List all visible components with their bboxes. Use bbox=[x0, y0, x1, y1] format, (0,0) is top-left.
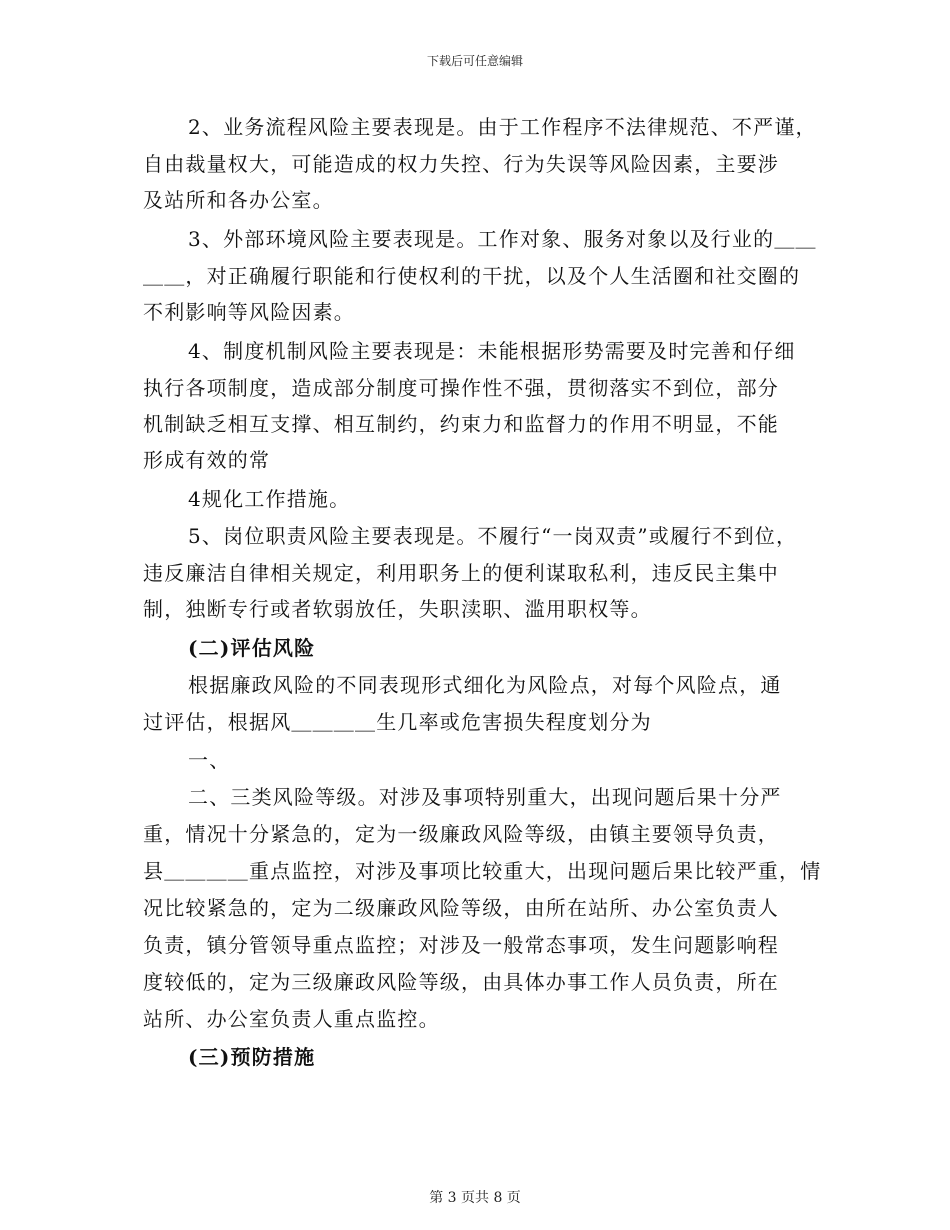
paragraph-line: 4、制度机制风险主要表现是：未能根据形势需要及时完善和仔细 bbox=[188, 339, 796, 363]
paragraph-line: 度较低的，定为三级廉政风险等级，由具体办事工作人员负责，所在 bbox=[143, 970, 779, 994]
paragraph-line: 2、业务流程风险主要表现是。由于工作程序不法律规范、不严谨， bbox=[188, 115, 817, 139]
paragraph-line: 站所、办公室负责人重点监控。 bbox=[143, 1007, 440, 1031]
page-footer: 第 3 页共 8 页 bbox=[429, 1190, 521, 1206]
paragraph-line: 二、三类风险等级。对涉及事项特别重大，出现问题后果十分严 bbox=[188, 785, 782, 809]
page-header: 下载后可任意编辑 bbox=[426, 54, 523, 68]
paragraph-line: 负责，镇分管领导重点监控；对涉及一般常态事项，发生问题影响程 bbox=[143, 933, 779, 957]
paragraph-line: 形成有效的常 bbox=[143, 448, 271, 472]
paragraph-line: 不利影响等风险因素。 bbox=[143, 300, 355, 324]
paragraph-line: 重，情况十分紧急的，定为一级廉政风险等级，由镇主要领导负责， bbox=[143, 822, 779, 846]
paragraph-line: 根据廉政风险的不同表现形式细化为风险点，对每个风险点，通 bbox=[188, 673, 782, 697]
paragraph-line: 自由裁量权大，可能造成的权力失控、行为失误等风险因素，主要涉 bbox=[143, 152, 779, 176]
paragraph-line: 违反廉洁自律相关规定，利用职务上的便利谋取私利，违反民主集中 bbox=[143, 561, 779, 585]
paragraph-line: 过评估，根据风＿＿＿＿生几率或危害损失程度划分为 bbox=[143, 710, 652, 734]
section-heading: (三)预防措施 bbox=[188, 1045, 316, 1069]
paragraph-line: 机制缺乏相互支撑、相互制约，约束力和监督力的作用不明显，不能 bbox=[143, 412, 779, 436]
paragraph-line: 况比较紧急的，定为二级廉政风险等级，由所在站所、办公室负责人 bbox=[143, 896, 779, 920]
paragraph-line: 县＿＿＿＿重点监控，对涉及事项比较重大，出现问题后果比较严重，情 bbox=[143, 859, 822, 883]
section-heading: (二)评估风险 bbox=[188, 636, 316, 660]
paragraph-line: 一、 bbox=[188, 748, 231, 772]
paragraph-line: ＿＿，对正确履行职能和行使权利的干扰，以及个人生活圈和社交圈的 bbox=[143, 264, 801, 288]
paragraph-line: 执行各项制度，造成部分制度可操作性不强，贯彻落实不到位，部分 bbox=[143, 376, 779, 400]
paragraph-line: 3、外部环境风险主要表现是。工作对象、服务对象以及行业的＿＿ bbox=[188, 227, 817, 251]
paragraph-line: 4规化工作措施。 bbox=[188, 487, 351, 511]
paragraph-line: 及站所和各办公室。 bbox=[143, 188, 334, 212]
paragraph-line: 5、岗位职责风险主要表现是。不履行“一岗双责”或履行不到位， bbox=[188, 524, 798, 548]
paragraph-line: 制，独断专行或者软弱放任，失职渎职、滥用职权等。 bbox=[143, 597, 652, 621]
